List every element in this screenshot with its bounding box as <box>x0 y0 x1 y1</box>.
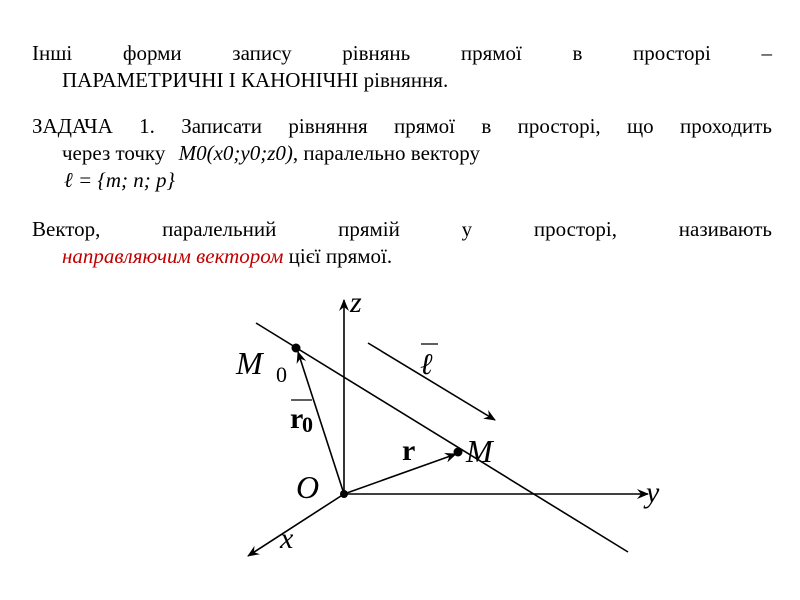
label-origin: O <box>296 469 320 505</box>
task-vector-formula: ℓ = {m; n; p} <box>64 168 175 192</box>
origin-dot <box>340 490 348 498</box>
definition-line-2-tail: цієї прямої. <box>283 244 393 268</box>
intro-line-1: Інші форми запису рівнянь прямої в просторі – <box>32 41 772 65</box>
vector-r <box>344 454 456 494</box>
definition-line-1: Вектор, паралельний прямій у просторі, називають <box>32 217 772 241</box>
space-line <box>256 323 628 552</box>
label-m0: M <box>236 345 263 381</box>
task-line-2-tail: , паралельно вектору <box>292 141 480 165</box>
label-r: r <box>402 434 416 467</box>
point-m-dot <box>454 448 463 457</box>
label-r0: r <box>290 402 304 435</box>
label-y: y <box>646 476 660 509</box>
label-m: M <box>466 433 493 469</box>
label-z: z <box>350 286 362 319</box>
label-m0-sub: 0 <box>276 362 287 387</box>
intro-line-2: ПАРАМЕТРИЧНІ І КАНОНІЧНІ рівняння. <box>62 68 449 92</box>
directing-vector-term: направляючим вектором <box>62 244 284 268</box>
point-m0-dot <box>292 344 301 353</box>
task-line-2-text: через точку <box>62 141 166 165</box>
label-x: x <box>280 522 294 555</box>
task-point-formula: M0(x0;y0;z0) <box>178 141 293 165</box>
label-r0-sub: 0 <box>302 412 313 437</box>
label-l: ℓ <box>420 348 433 381</box>
task-line-1: ЗАДАЧА 1. Записати рівняння прямої в просторі, що проходить <box>32 114 772 138</box>
